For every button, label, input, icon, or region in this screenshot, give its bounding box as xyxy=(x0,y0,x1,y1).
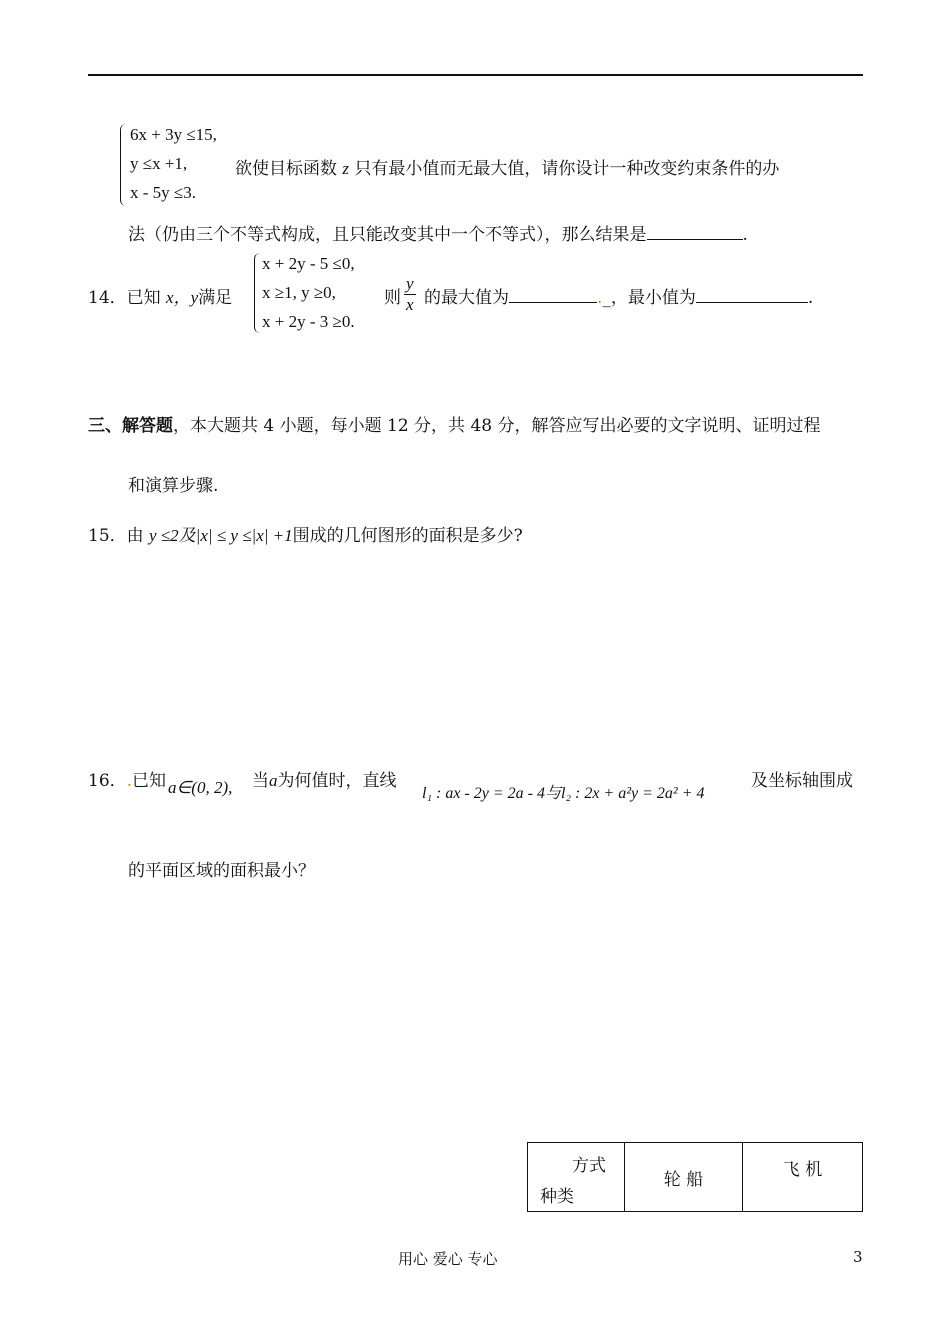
page-number: 3 xyxy=(853,1248,863,1266)
section-3-line-2: 和演算步骤. xyxy=(128,476,219,496)
table-header-top: 方式 xyxy=(572,1156,606,1176)
q16-mid-1: 当 xyxy=(252,771,269,791)
q16-rest: 及坐标轴围成 xyxy=(751,771,853,791)
q14-satisfy: 满足 xyxy=(198,288,233,308)
table-header-cell xyxy=(528,1143,625,1212)
q16-mid xyxy=(252,766,397,791)
q13-ineq-1: 6x + 3y ≤15, xyxy=(130,125,217,144)
footer-text: 用心 爱心 专心 xyxy=(398,1250,498,1268)
q14-ineq-3: x + 2y - 3 ≥0. xyxy=(262,312,355,331)
q16-number: 16． xyxy=(88,771,127,791)
q14-frac-num: y xyxy=(406,274,414,293)
q16-mid-2: 为何值时，直线 xyxy=(277,771,397,791)
q15-rest: 围成的几何图形的面积是多少? xyxy=(292,526,523,546)
table-row xyxy=(528,1143,863,1212)
q14-min-blank[interactable] xyxy=(696,288,808,303)
table-col-plane: 飞 机 xyxy=(743,1143,863,1212)
table-col-ship: 轮 船 xyxy=(625,1143,743,1212)
q14-number: 14． xyxy=(88,288,127,308)
q14-ineq-1: x + 2y - 5 ≤0, xyxy=(262,254,355,273)
section-3-body: ，本大题共 4 小题，每小题 12 分，共 48 分，解答应写出必要的文字说明、证明过程 xyxy=(173,416,821,436)
q14-rest xyxy=(424,283,813,308)
q14-lead xyxy=(88,283,232,308)
q13-text xyxy=(235,154,779,179)
q14-ineq-2: x ≥1, y ≥0, xyxy=(262,283,336,302)
q14-lead-text: 已知 xyxy=(126,288,161,308)
q16-var-a: a xyxy=(269,771,278,790)
q14-vars: x，y xyxy=(166,288,199,307)
q14-frac-den: x xyxy=(406,295,414,314)
q16-orange-dot: . xyxy=(126,771,133,791)
q13-line-2 xyxy=(128,220,748,245)
q13-answer-blank[interactable] xyxy=(647,225,743,240)
q13-var-z: z xyxy=(342,159,350,178)
q15-number: 15． xyxy=(88,526,127,546)
q13-end: . xyxy=(742,225,748,245)
q14-max-blank[interactable] xyxy=(509,288,597,303)
q14-max-text: 的最大值为 xyxy=(424,288,509,308)
q16-lead xyxy=(88,766,166,791)
q16-line-2: 的平面区域的面积最小？ xyxy=(128,861,315,881)
q13-ineq-2: y ≤x +1, xyxy=(130,154,188,173)
q15-block xyxy=(88,521,523,546)
q16-condition: a∈(0, 2), xyxy=(168,778,233,797)
q15-math: y ≤2及|x| ≤ y ≤|x| +1 xyxy=(149,526,293,545)
q14-min-text: _，最小值为 xyxy=(602,288,696,308)
q16-lead-text: 已知 xyxy=(132,771,167,791)
table-header-bottom: 种类 xyxy=(540,1187,574,1207)
q14-orange-dot: . xyxy=(597,288,603,308)
transport-table xyxy=(527,1142,863,1212)
q13-brace xyxy=(120,124,127,206)
q13-line-2-text: 法（仍由三个不等式构成，且只能改变其中一个不等式），那么结果是 xyxy=(128,225,647,245)
q13-ineq-3: x - 5y ≤3. xyxy=(130,183,196,202)
q13-text-1: 欲使目标函数 xyxy=(235,159,337,179)
q15-lead: 由 xyxy=(126,526,144,546)
section-3-heading xyxy=(88,411,821,436)
q14-end: . xyxy=(807,288,814,308)
header-rule xyxy=(88,74,863,76)
q14-fraction xyxy=(404,274,416,315)
q14-brace xyxy=(254,253,261,333)
q16-lines: l₁ : ax - 2y = 2a - 4与l₂ : 2x + a²y = 2a² + 4 xyxy=(422,785,705,802)
q14-then: 则 xyxy=(384,288,401,308)
section-3-title: 三、解答题 xyxy=(88,416,173,436)
q13-text-2: 只有最小值而无最大值，请你设计一种改变约束条件的办 xyxy=(354,159,780,179)
